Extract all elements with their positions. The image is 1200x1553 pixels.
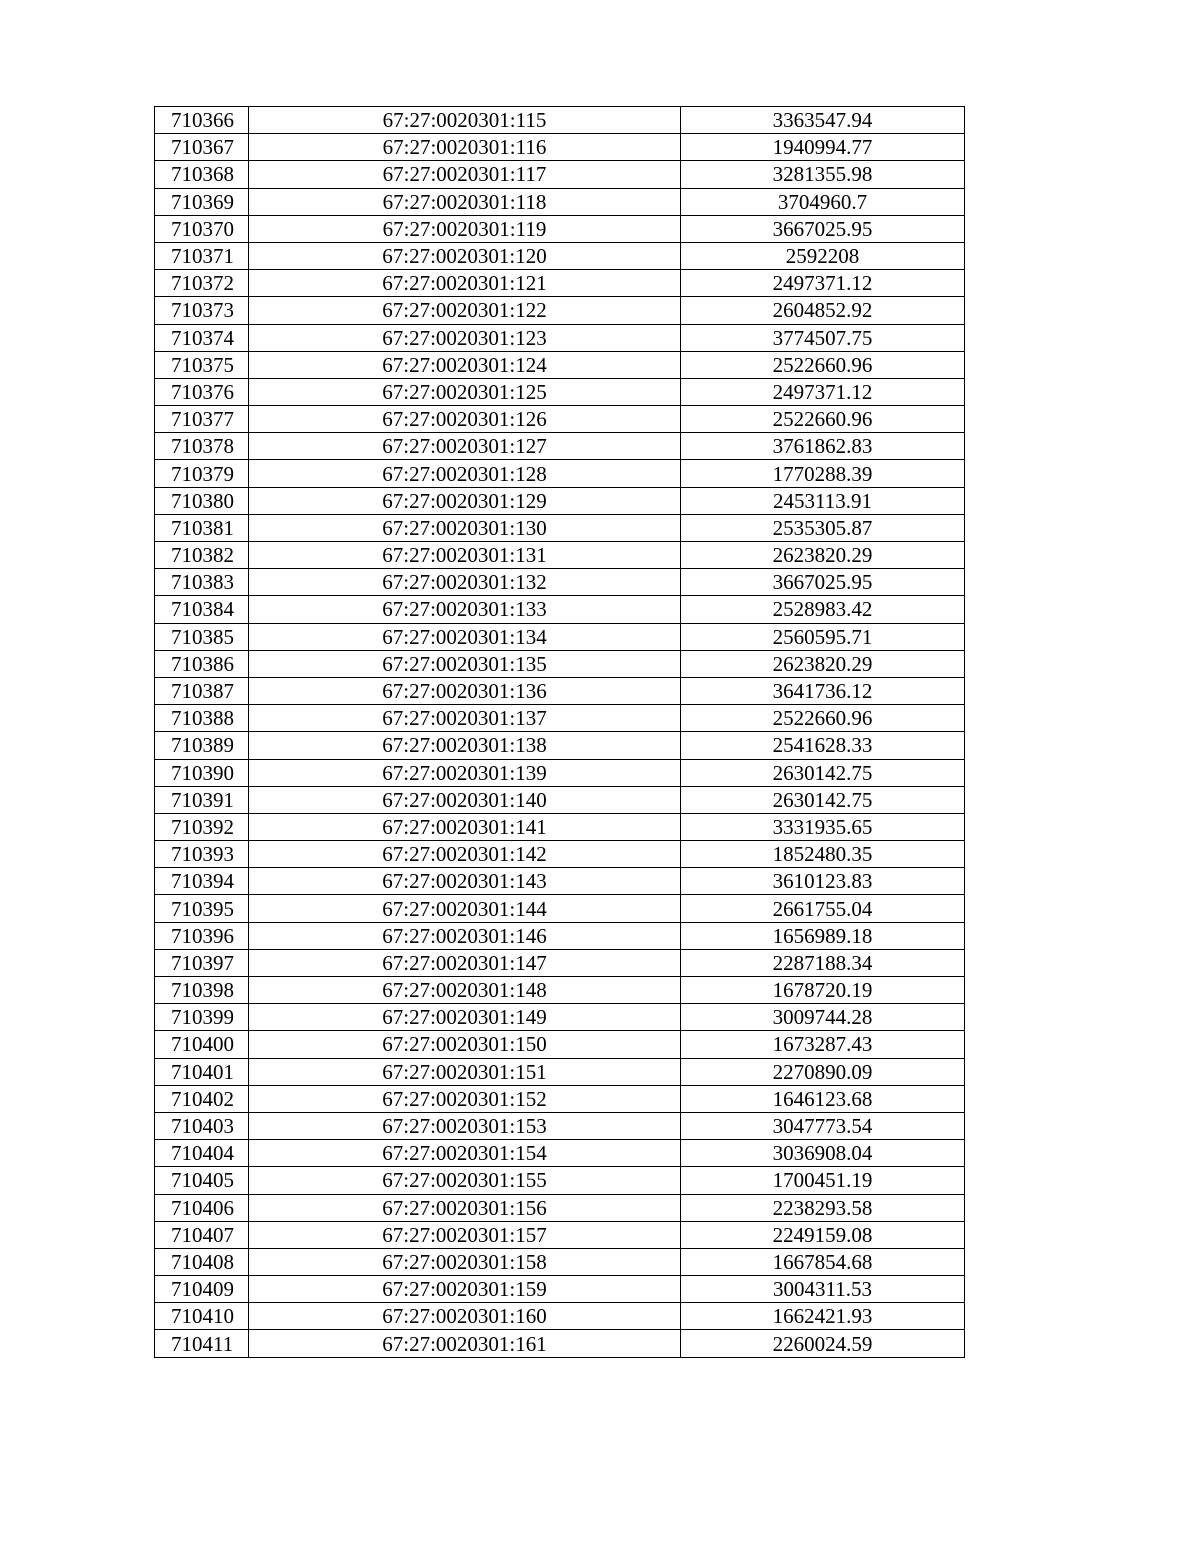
- table-row: [155, 895, 965, 922]
- cadastral-value-cell: 2260024.59: [681, 1330, 965, 1357]
- cadastral-value-cell: 2592208: [681, 242, 965, 269]
- cadastral-number-cell: 67:27:0020301:144: [249, 895, 681, 922]
- row-number-cell: 710388: [155, 705, 249, 732]
- table-row: [155, 1248, 965, 1275]
- table-row: [155, 596, 965, 623]
- cadastral-number-cell: 67:27:0020301:131: [249, 542, 681, 569]
- cadastral-value-cell: 3331935.65: [681, 813, 965, 840]
- cadastral-number-cell: 67:27:0020301:132: [249, 569, 681, 596]
- cadastral-number-cell: 67:27:0020301:153: [249, 1112, 681, 1139]
- cadastral-number-cell: 67:27:0020301:160: [249, 1303, 681, 1330]
- row-number-cell: 710396: [155, 922, 249, 949]
- table-row: [155, 1303, 965, 1330]
- row-number-cell: 710379: [155, 460, 249, 487]
- cadastral-number-cell: 67:27:0020301:149: [249, 1004, 681, 1031]
- cadastral-value-cell: 1852480.35: [681, 841, 965, 868]
- cadastral-number-cell: 67:27:0020301:125: [249, 378, 681, 405]
- cadastral-number-cell: 67:27:0020301:141: [249, 813, 681, 840]
- cadastral-value-cell: 3774507.75: [681, 324, 965, 351]
- row-number-cell: 710409: [155, 1276, 249, 1303]
- table-row: [155, 378, 965, 405]
- row-number-cell: 710397: [155, 949, 249, 976]
- cadastral-value-cell: 2623820.29: [681, 650, 965, 677]
- table-row: [155, 542, 965, 569]
- row-number-cell: 710401: [155, 1058, 249, 1085]
- table-row: [155, 324, 965, 351]
- cadastral-value-cell: 1678720.19: [681, 977, 965, 1004]
- table-row: [155, 1031, 965, 1058]
- table-row: [155, 623, 965, 650]
- table-row: [155, 134, 965, 161]
- table-row: [155, 786, 965, 813]
- cadastral-number-cell: 67:27:0020301:136: [249, 677, 681, 704]
- table-row: [155, 1276, 965, 1303]
- table-row: [155, 868, 965, 895]
- row-number-cell: 710411: [155, 1330, 249, 1357]
- cadastral-number-cell: 67:27:0020301:161: [249, 1330, 681, 1357]
- cadastral-value-cell: 3704960.7: [681, 188, 965, 215]
- row-number-cell: 710392: [155, 813, 249, 840]
- row-number-cell: 710387: [155, 677, 249, 704]
- table-row: [155, 270, 965, 297]
- row-number-cell: 710367: [155, 134, 249, 161]
- cadastral-value-cell: 3761862.83: [681, 433, 965, 460]
- cadastral-value-cell: 2630142.75: [681, 786, 965, 813]
- cadastral-value-cell: 2560595.71: [681, 623, 965, 650]
- cadastral-number-cell: 67:27:0020301:157: [249, 1221, 681, 1248]
- cadastral-value-cell: 2604852.92: [681, 297, 965, 324]
- table-row: [155, 514, 965, 541]
- cadastral-number-cell: 67:27:0020301:127: [249, 433, 681, 460]
- row-number-cell: 710371: [155, 242, 249, 269]
- cadastral-number-cell: 67:27:0020301:147: [249, 949, 681, 976]
- table-row: [155, 732, 965, 759]
- row-number-cell: 710406: [155, 1194, 249, 1221]
- cadastral-value-cell: 2522660.96: [681, 406, 965, 433]
- table-row: [155, 351, 965, 378]
- table-row: [155, 1085, 965, 1112]
- row-number-cell: 710389: [155, 732, 249, 759]
- cadastral-number-cell: 67:27:0020301:152: [249, 1085, 681, 1112]
- cadastral-value-cell: 1940994.77: [681, 134, 965, 161]
- cadastral-number-cell: 67:27:0020301:156: [249, 1194, 681, 1221]
- cadastral-number-cell: 67:27:0020301:158: [249, 1248, 681, 1275]
- row-number-cell: 710385: [155, 623, 249, 650]
- row-number-cell: 710410: [155, 1303, 249, 1330]
- cadastral-number-cell: 67:27:0020301:122: [249, 297, 681, 324]
- row-number-cell: 710408: [155, 1248, 249, 1275]
- table-row: [155, 650, 965, 677]
- table-row: [155, 161, 965, 188]
- table-row: [155, 1058, 965, 1085]
- cadastral-number-cell: 67:27:0020301:154: [249, 1140, 681, 1167]
- cadastral-number-cell: 67:27:0020301:146: [249, 922, 681, 949]
- cadastral-number-cell: 67:27:0020301:117: [249, 161, 681, 188]
- table-row: [155, 949, 965, 976]
- cadastral-number-cell: 67:27:0020301:123: [249, 324, 681, 351]
- cadastral-value-cell: 2287188.34: [681, 949, 965, 976]
- table-row: [155, 433, 965, 460]
- cadastral-number-cell: 67:27:0020301:143: [249, 868, 681, 895]
- cadastral-value-cell: 3667025.95: [681, 569, 965, 596]
- table-row: [155, 1194, 965, 1221]
- table-row: [155, 705, 965, 732]
- table-row: [155, 297, 965, 324]
- cadastral-number-cell: 67:27:0020301:137: [249, 705, 681, 732]
- row-number-cell: 710372: [155, 270, 249, 297]
- cadastral-number-cell: 67:27:0020301:130: [249, 514, 681, 541]
- cadastral-value-cell: 1662421.93: [681, 1303, 965, 1330]
- cadastral-number-cell: 67:27:0020301:121: [249, 270, 681, 297]
- row-number-cell: 710405: [155, 1167, 249, 1194]
- cadastral-value-cell: 3047773.54: [681, 1112, 965, 1139]
- table-row: [155, 569, 965, 596]
- table-row: [155, 107, 965, 134]
- table-row: [155, 1167, 965, 1194]
- row-number-cell: 710407: [155, 1221, 249, 1248]
- cadastral-value-cell: 3641736.12: [681, 677, 965, 704]
- row-number-cell: 710390: [155, 759, 249, 786]
- cadastral-value-cell: 2528983.42: [681, 596, 965, 623]
- cadastral-number-cell: 67:27:0020301:129: [249, 487, 681, 514]
- cadastral-value-cell: 3009744.28: [681, 1004, 965, 1031]
- row-number-cell: 710382: [155, 542, 249, 569]
- row-number-cell: 710394: [155, 868, 249, 895]
- row-number-cell: 710403: [155, 1112, 249, 1139]
- cadastral-value-table: [154, 106, 965, 1358]
- cadastral-number-cell: 67:27:0020301:133: [249, 596, 681, 623]
- cadastral-number-cell: 67:27:0020301:119: [249, 215, 681, 242]
- cadastral-number-cell: 67:27:0020301:115: [249, 107, 681, 134]
- cadastral-value-cell: 1673287.43: [681, 1031, 965, 1058]
- row-number-cell: 710375: [155, 351, 249, 378]
- cadastral-value-cell: 2661755.04: [681, 895, 965, 922]
- row-number-cell: 710376: [155, 378, 249, 405]
- row-number-cell: 710400: [155, 1031, 249, 1058]
- row-number-cell: 710374: [155, 324, 249, 351]
- cadastral-number-cell: 67:27:0020301:140: [249, 786, 681, 813]
- cadastral-value-cell: 2541628.33: [681, 732, 965, 759]
- row-number-cell: 710381: [155, 514, 249, 541]
- row-number-cell: 710380: [155, 487, 249, 514]
- row-number-cell: 710369: [155, 188, 249, 215]
- cadastral-number-cell: 67:27:0020301:124: [249, 351, 681, 378]
- cadastral-number-cell: 67:27:0020301:138: [249, 732, 681, 759]
- cadastral-value-cell: 2238293.58: [681, 1194, 965, 1221]
- row-number-cell: 710386: [155, 650, 249, 677]
- cadastral-number-cell: 67:27:0020301:159: [249, 1276, 681, 1303]
- row-number-cell: 710370: [155, 215, 249, 242]
- cadastral-value-cell: 2497371.12: [681, 378, 965, 405]
- table-row: [155, 677, 965, 704]
- cadastral-number-cell: 67:27:0020301:142: [249, 841, 681, 868]
- cadastral-value-cell: 2522660.96: [681, 705, 965, 732]
- cadastral-value-cell: 2630142.75: [681, 759, 965, 786]
- cadastral-number-cell: 67:27:0020301:120: [249, 242, 681, 269]
- cadastral-value-cell: 3004311.53: [681, 1276, 965, 1303]
- cadastral-number-cell: 67:27:0020301:150: [249, 1031, 681, 1058]
- row-number-cell: 710378: [155, 433, 249, 460]
- table-row: [155, 977, 965, 1004]
- table-row: [155, 242, 965, 269]
- table-row: [155, 841, 965, 868]
- row-number-cell: 710395: [155, 895, 249, 922]
- table-row: [155, 406, 965, 433]
- table-row: [155, 922, 965, 949]
- cadastral-value-cell: 2522660.96: [681, 351, 965, 378]
- cadastral-number-cell: 67:27:0020301:135: [249, 650, 681, 677]
- cadastral-number-cell: 67:27:0020301:148: [249, 977, 681, 1004]
- cadastral-value-cell: 3610123.83: [681, 868, 965, 895]
- row-number-cell: 710384: [155, 596, 249, 623]
- table-row: [155, 1221, 965, 1248]
- cadastral-value-cell: 2497371.12: [681, 270, 965, 297]
- cadastral-value-cell: 2623820.29: [681, 542, 965, 569]
- cadastral-value-cell: 1646123.68: [681, 1085, 965, 1112]
- cadastral-value-cell: 3667025.95: [681, 215, 965, 242]
- table-row: [155, 188, 965, 215]
- table-body: [155, 107, 965, 1358]
- cadastral-number-cell: 67:27:0020301:139: [249, 759, 681, 786]
- cadastral-value-cell: 1667854.68: [681, 1248, 965, 1275]
- cadastral-value-cell: 2535305.87: [681, 514, 965, 541]
- cadastral-number-cell: 67:27:0020301:118: [249, 188, 681, 215]
- cadastral-value-cell: 2270890.09: [681, 1058, 965, 1085]
- table-row: [155, 759, 965, 786]
- cadastral-value-cell: 1770288.39: [681, 460, 965, 487]
- row-number-cell: 710383: [155, 569, 249, 596]
- cadastral-number-cell: 67:27:0020301:151: [249, 1058, 681, 1085]
- cadastral-number-cell: 67:27:0020301:134: [249, 623, 681, 650]
- table-row: [155, 1112, 965, 1139]
- row-number-cell: 710393: [155, 841, 249, 868]
- cadastral-value-cell: 3363547.94: [681, 107, 965, 134]
- table-row: [155, 460, 965, 487]
- row-number-cell: 710402: [155, 1085, 249, 1112]
- table-row: [155, 813, 965, 840]
- row-number-cell: 710399: [155, 1004, 249, 1031]
- row-number-cell: 710377: [155, 406, 249, 433]
- table-row: [155, 1330, 965, 1357]
- cadastral-value-cell: 1700451.19: [681, 1167, 965, 1194]
- cadastral-value-cell: 3036908.04: [681, 1140, 965, 1167]
- table-row: [155, 1140, 965, 1167]
- row-number-cell: 710391: [155, 786, 249, 813]
- row-number-cell: 710366: [155, 107, 249, 134]
- cadastral-number-cell: 67:27:0020301:126: [249, 406, 681, 433]
- cadastral-value-cell: 1656989.18: [681, 922, 965, 949]
- table-row: [155, 1004, 965, 1031]
- table-row: [155, 215, 965, 242]
- row-number-cell: 710368: [155, 161, 249, 188]
- row-number-cell: 710398: [155, 977, 249, 1004]
- table-row: [155, 487, 965, 514]
- cadastral-number-cell: 67:27:0020301:128: [249, 460, 681, 487]
- row-number-cell: 710404: [155, 1140, 249, 1167]
- row-number-cell: 710373: [155, 297, 249, 324]
- cadastral-number-cell: 67:27:0020301:155: [249, 1167, 681, 1194]
- cadastral-number-cell: 67:27:0020301:116: [249, 134, 681, 161]
- cadastral-value-cell: 2249159.08: [681, 1221, 965, 1248]
- cadastral-value-cell: 2453113.91: [681, 487, 965, 514]
- cadastral-value-cell: 3281355.98: [681, 161, 965, 188]
